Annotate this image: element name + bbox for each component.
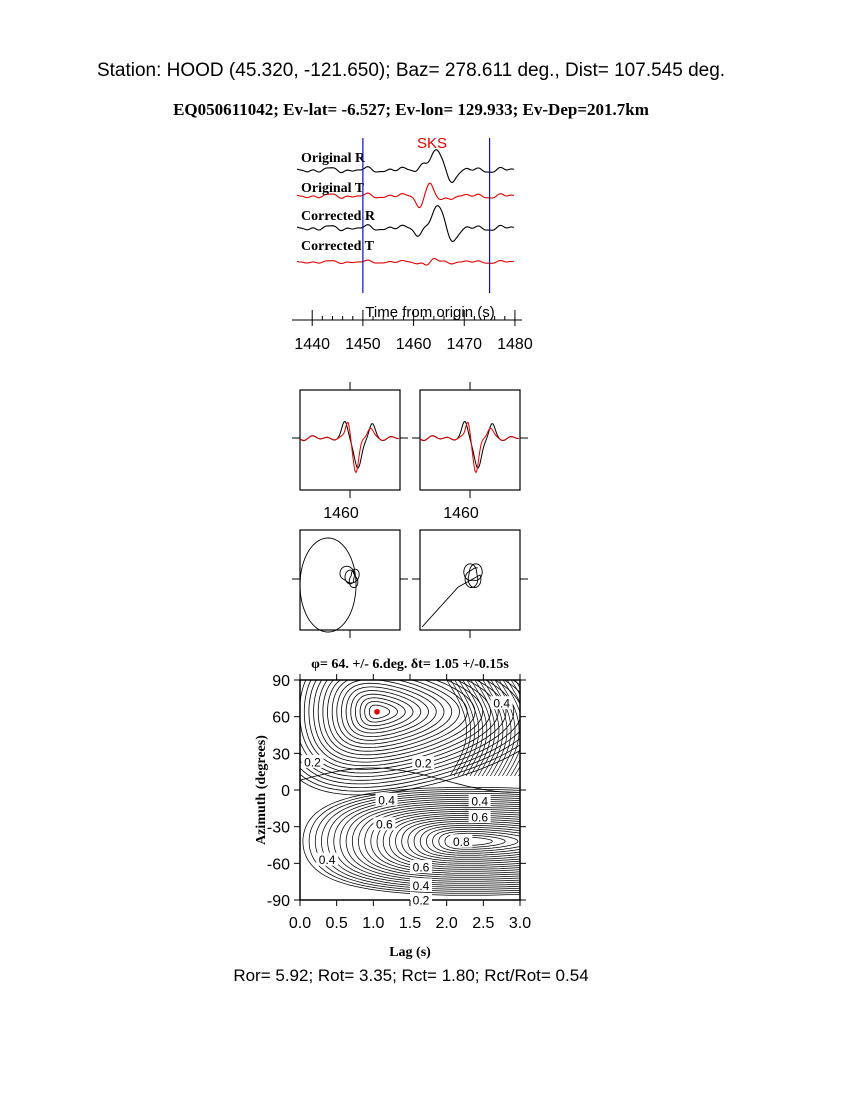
contour-line xyxy=(408,821,595,861)
best-fit-marker xyxy=(374,709,380,715)
pm-trace xyxy=(300,538,359,632)
overlay-tick-label: 1460 xyxy=(323,505,359,522)
overlay-trace xyxy=(300,422,399,472)
contour-line xyxy=(340,799,736,883)
overlay-tick-label: 1460 xyxy=(443,505,479,522)
contour-panel xyxy=(254,629,813,960)
contour-line xyxy=(515,680,535,776)
y-tick-label: -30 xyxy=(266,819,290,837)
contour-label: 0.6 xyxy=(412,860,430,875)
x-tick-label: 2.0 xyxy=(435,915,458,932)
y-tick-label: 60 xyxy=(272,709,290,727)
contour-line xyxy=(426,827,556,855)
phase-label: SKS xyxy=(416,135,448,152)
contour-label: 0.2 xyxy=(414,756,432,771)
particle-motion-box xyxy=(412,530,528,638)
wave-label: Original T xyxy=(301,181,365,196)
contour-line xyxy=(332,676,452,748)
contour-line xyxy=(346,801,723,881)
x-tick-label: 2.5 xyxy=(472,915,495,932)
overlay-trace xyxy=(420,422,519,472)
x-tick-label: 1.5 xyxy=(398,915,422,932)
time-tick-label: 1460 xyxy=(395,336,432,353)
contour-line xyxy=(360,698,405,726)
contour-label: 0.4 xyxy=(412,878,430,893)
waveform-panel xyxy=(292,135,533,353)
contour-line xyxy=(352,803,710,879)
contour-line xyxy=(328,672,460,751)
contour-line xyxy=(359,805,698,877)
contour-label: 0.2 xyxy=(304,755,321,770)
ratio-footer: Ror= 5.92; Rot= 3.35; Rct= 1.80; Rct/Rot= 0.54 xyxy=(233,966,589,985)
time-tick-label: 1440 xyxy=(294,336,331,353)
contour-label: 0.6 xyxy=(375,817,393,832)
y-tick-label: 30 xyxy=(272,746,290,764)
particle-motion-box xyxy=(292,530,408,638)
contour-label: 0.4 xyxy=(471,794,489,809)
x-tick-label: 3.0 xyxy=(508,915,532,932)
station-header: Station: HOOD (45.320, -121.650); Baz= 278.611 deg., Dist= 107.545 deg. xyxy=(96,60,726,81)
time-tick-label: 1470 xyxy=(446,336,483,353)
y-tick-label: -90 xyxy=(266,893,290,910)
x-tick-label: 0.5 xyxy=(325,915,348,932)
wave-label: Corrected R xyxy=(301,209,375,224)
wave-trace xyxy=(297,259,514,266)
overlay-box xyxy=(292,382,408,522)
contour-title: φ= 64. +/- 6.deg. δt= 1.05 +/-0.15s xyxy=(311,657,509,672)
pm-trace xyxy=(422,564,482,627)
overlay-box xyxy=(412,382,528,522)
y-tick-label: -60 xyxy=(266,856,290,874)
x-tick-label: 1.0 xyxy=(362,915,385,932)
waveform-overlay-panels xyxy=(292,382,528,522)
contour-label: 0.8 xyxy=(452,834,470,849)
contour-label: 0.4 xyxy=(378,793,395,808)
event-header: EQ050611042; Ev-lat= -6.527; Ev-lon= 129.933; Ev-Dep=201.7km xyxy=(173,100,649,119)
y-tick-label: 0 xyxy=(281,783,290,800)
contour-label: 0.4 xyxy=(493,696,511,711)
contour-label: 0.6 xyxy=(471,810,489,825)
contour-line xyxy=(323,669,467,755)
time-tick-label: 1480 xyxy=(497,336,533,353)
x-tick-label: 0.0 xyxy=(288,915,312,932)
time-axis-label: Time from origin (s) xyxy=(365,304,495,321)
x-axis-label: Lag (s) xyxy=(389,945,431,960)
particle-motion-panels xyxy=(292,530,528,638)
contour-label: 0.4 xyxy=(318,853,336,868)
y-axis-label: Azimuth (degrees) xyxy=(254,735,269,845)
y-tick-label: 90 xyxy=(272,673,290,690)
wave-label: Original R xyxy=(301,151,366,166)
time-tick-label: 1450 xyxy=(345,336,381,353)
contour-label: 0.2 xyxy=(412,893,430,908)
wave-label: Corrected T xyxy=(301,239,374,254)
